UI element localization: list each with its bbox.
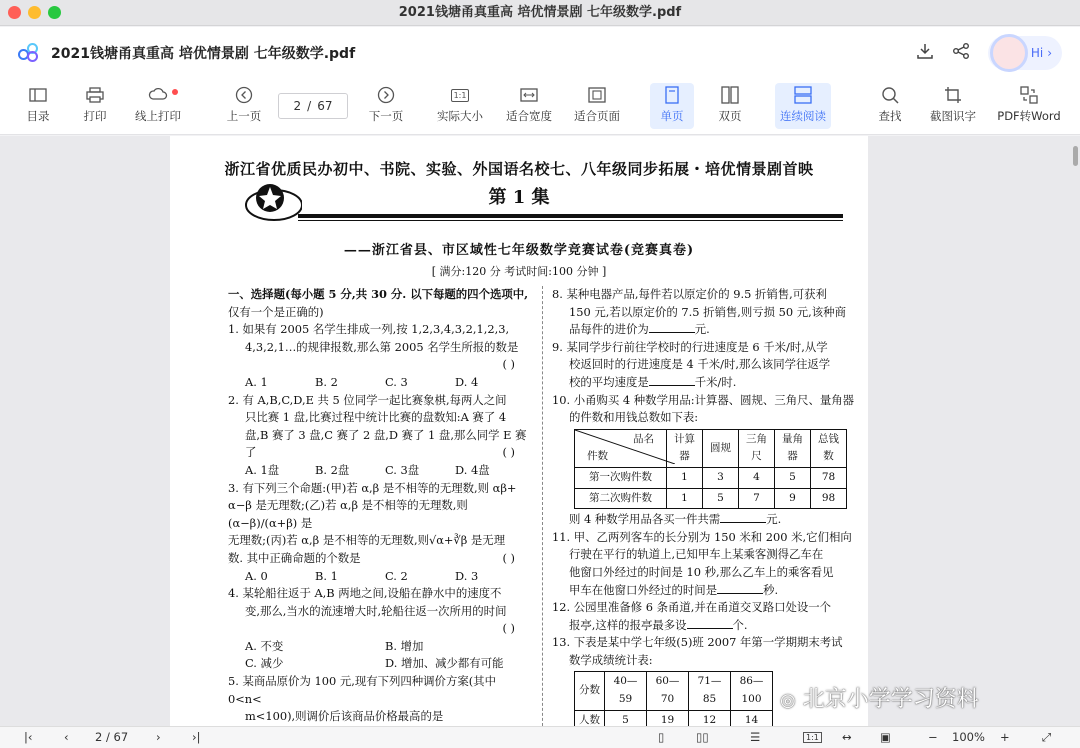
double-view-icon[interactable]: ▯▯ [696, 730, 709, 744]
q1-options: A. 1 B. 2 C. 3 D. 4 [245, 374, 479, 389]
next-page-icon[interactable]: › [156, 730, 161, 744]
continuous-view-icon[interactable]: ☰ [750, 730, 761, 744]
answer-blank [717, 583, 763, 594]
actual-size-button[interactable]: 1:1 实际大小 [434, 83, 486, 129]
cloud-printer-icon [148, 83, 168, 107]
next-page-button[interactable]: 下一页 [364, 83, 408, 129]
doc-subtitle: ——浙江省县、市区域性七年级数学竞赛试卷(竞赛真卷) [343, 243, 695, 258]
pdf-page [170, 136, 868, 726]
toolbar [0, 79, 1080, 135]
header-rule-thin [298, 220, 843, 221]
column-divider [542, 286, 543, 726]
single-page-button[interactable]: 单页 [650, 83, 694, 129]
left-column: 一、选择题(每小题 5 分,共 30 分. 以下每题的四个选项中, 仅有一个是正确的) 1. 如果有 2005 名学生排成一列,按 1,2,3,4,3,2,1,2,3, 4,3,2,1…的规律报数,那么第 2005 名学生所报的数是 ( ) A. 1 B. 2 C. 3 D. 4 2. 有 A,B,C,D,E 共 5 位同学一起比赛象棋,每两人之间 只比赛 1 盘,比赛过程中统计比赛的盘数知:A 赛了 4 盘,B 赛了 3 盘,C 赛了 2 盘,D 赛了 1 盘,那么同学 E 赛 了 ( ) A. 1盘 B. 2盘 C. 3盘 D. 4盘 3. 有下列三个命题:(甲)若 α,β 是不相等的无理数,则 αβ+ α−β 是无理数;(乙)若 α,β 是不相等的无理数,则 (α−β)/(α+β) 是 无理数;(丙)若 α,β 是不相等的无理数,则√α+∛β 是无理 数. 其中正确命题的个数是 ( ) A. 0 B. 1 C. 2 D. 3 4. 某轮船往返于 A,B 两地之间,设船在静水中的速度不 变,那么,当水的流速增大时,轮船往返一次所用的时间 ( ) A. 不变 B. 增加 C. 减少 D. 增加、减少都有可能 5. 某商品原价为 100 元,现有下列四种调价方案(其中 0<n< m<100),则调价后该商品价格最高的是 [228, 286, 533, 726]
actual-size-icon: 1:1 [451, 83, 470, 107]
pdf-to-word-button[interactable]: PDF转Word [996, 83, 1062, 129]
emblem-icon [240, 178, 302, 224]
table-row: 人数 5 19 12 14 [575, 710, 773, 726]
q2-options: A. 1盘 B. 2盘 C. 3盘 D. 4盘 [245, 462, 490, 477]
fit-page-icon [588, 83, 606, 107]
page-number-input[interactable]: 2 / 67 [278, 93, 348, 119]
prev-page-button[interactable]: 上一页 [222, 83, 266, 129]
fit-width-status-icon[interactable]: ↔ [842, 730, 852, 744]
app-header [0, 27, 1080, 79]
printer-icon [86, 83, 104, 107]
q3-options: A. 0 B. 1 C. 2 D. 3 [245, 568, 479, 583]
header-rule [298, 214, 843, 218]
answer-blank [720, 512, 766, 523]
answer-blank [649, 322, 695, 333]
doc-header-episode: 第 1 集 [488, 187, 550, 208]
search-icon [881, 83, 899, 107]
assistant-hi-button[interactable] [988, 36, 1062, 70]
answer-blank [687, 618, 733, 629]
prev-page-icon[interactable]: ‹ [64, 730, 69, 744]
first-page-icon[interactable]: |‹ [24, 730, 33, 744]
last-page-icon[interactable]: ›| [192, 730, 201, 744]
table-row: 分数 40—59 60—70 71—85 86—100 [575, 672, 773, 710]
close-window-button[interactable] [8, 6, 21, 19]
window-title: 2021钱塘甬真重高 培优情景剧 七年级数学.pdf [398, 5, 682, 20]
online-print-button[interactable]: 线上打印 [130, 83, 186, 129]
fullscreen-icon[interactable]: ⤢ [1042, 730, 1052, 744]
assistant-avatar-icon [990, 34, 1028, 72]
status-bar [0, 726, 1080, 748]
circle-right-icon [377, 83, 395, 107]
find-button[interactable]: 查找 [868, 83, 912, 129]
share-icon[interactable] [952, 42, 970, 64]
sidebar-icon [29, 83, 47, 107]
vertical-scrollbar[interactable] [1073, 146, 1078, 166]
convert-icon [1020, 83, 1038, 107]
download-icon[interactable] [916, 42, 934, 64]
table-row: 第一次购件数 1 3 4 5 78 [575, 467, 847, 488]
status-page-indicator[interactable]: 2 / 67 [95, 730, 129, 744]
wechat-icon: ◎ [780, 690, 796, 711]
right-column: 8. 某种电器产品,每件若以原定价的 9.5 折销售,可获利 150 元,若以原定价的 7.5 折销售,则亏损 50 元,该种商 品每件的进价为 元. 9. 某同学步行前往学校时的行进速度是 6 千米/时,从学 校返回时的行进速度是 4 千米/时,那么该同学往返学 校的平均速度是 千米/时. 10. 小甬购买 4 种数学用品:计算器、圆规、三角尺、量角器 的件数和用钱总数如下表: 品名 件数 计算器 圆规 三角尺 量角器 总钱数 第一次购件数 1 3 4 5 78 第二次购件数 1 5 7 9 98 则 4 种数学用品各买一件共需 元. 11. 甲、乙两列客车的长分别为 150 米和 200 米,它们相向 行驶在平行的轨道上,已知甲车上某乘客测得乙车在 他窗口外经过的时间是 10 秒,那么乙车上的乘客看见 甲车在他窗口外经过的时间是 秒. 12. 公园里准备修 6 条甬道,并在甬道交叉路口处设一个 报亭,这样的报亭最多设 个. 13. 下表是某中学七年级(5)班 2007 年第一学期期末考试 数学成绩统计表: 分数 40—59 60—70 71—85 86—100 人数 5 19 12 14 [552, 286, 860, 726]
minimize-window-button[interactable] [28, 6, 41, 19]
print-button[interactable]: 打印 [74, 83, 116, 129]
ocr-button[interactable]: 截图识字 [926, 83, 980, 129]
watermark: ◎ 北京小学学习资料 [780, 687, 979, 712]
fit-page-button[interactable]: 适合页面 [572, 83, 622, 129]
table-row: 第二次购件数 1 5 7 9 98 [575, 488, 847, 509]
single-page-icon [665, 83, 679, 107]
q4-options-1: A. 不变 B. 增加 [245, 638, 424, 653]
maximize-window-button[interactable] [48, 6, 61, 19]
zoom-level[interactable]: 100% [952, 730, 985, 744]
fit-page-status-icon[interactable]: ▣ [880, 730, 891, 744]
double-page-icon [721, 83, 739, 107]
document-viewer[interactable] [0, 136, 1080, 726]
fit-width-icon [520, 83, 538, 107]
zoom-in-icon[interactable]: + [1000, 730, 1010, 744]
fit-width-button[interactable]: 适合宽度 [504, 83, 554, 129]
continuous-read-button[interactable]: 连续阅读 [775, 83, 831, 129]
document-name: 2021钱塘甬真重高 培优情景剧 七年级数学.pdf [51, 46, 356, 62]
zoom-out-icon[interactable]: − [928, 730, 938, 744]
window-controls [8, 6, 61, 19]
doc-header-line1: 浙江省优质民办初中、书院、实验、外国语名校七、八年级同步拓展・培优情景剧首映 [224, 160, 814, 178]
catalog-button[interactable]: 目录 [16, 83, 60, 129]
crop-icon [944, 83, 962, 107]
answer-blank [649, 375, 695, 386]
notification-dot [172, 89, 178, 95]
single-view-icon[interactable]: ▯ [658, 730, 665, 744]
chevron-right-icon: › [1047, 46, 1052, 60]
continuous-icon [794, 83, 812, 107]
circle-left-icon [235, 83, 253, 107]
q13-table [574, 671, 773, 726]
hi-label: Hi [1030, 46, 1044, 60]
q10-table: 品名 件数 计算器 圆规 三角尺 量角器 总钱数 第一次购件数 1 3 4 5 78 第二次购件数 1 5 7 9 98 [574, 429, 847, 509]
app-logo-icon [18, 43, 40, 63]
double-page-button[interactable]: 双页 [708, 83, 752, 129]
q4-options-2: C. 减少 D. 增加、减少都有可能 [245, 656, 504, 671]
score-info: [ 满分:120 分 考试时间:100 分钟 ] [431, 265, 607, 278]
title-bar [0, 0, 1080, 26]
actual-size-status-icon[interactable]: 1:1 [803, 732, 822, 743]
